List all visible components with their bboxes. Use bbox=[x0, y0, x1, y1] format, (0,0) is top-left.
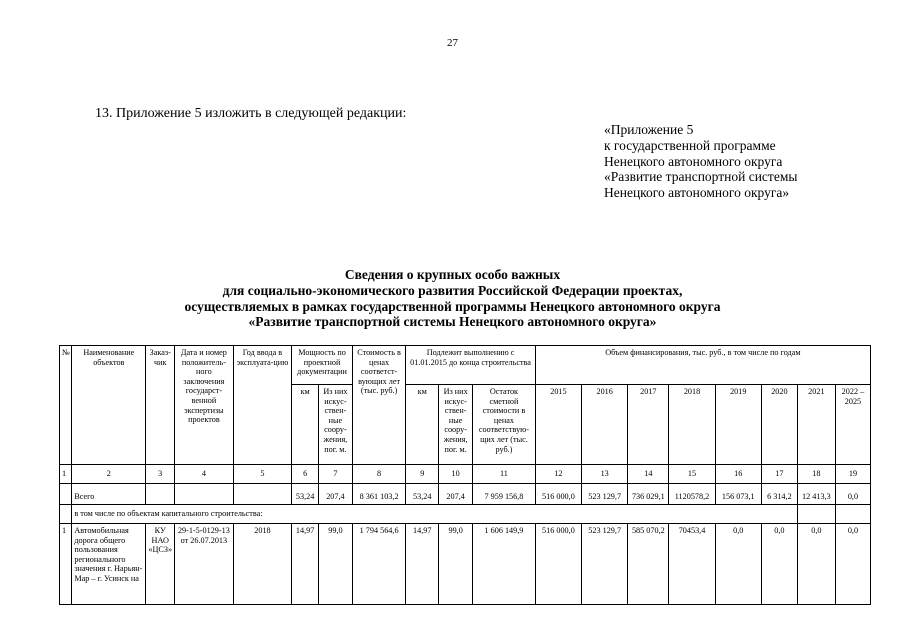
header-year-2016: 2016 bbox=[582, 385, 628, 465]
table-row bbox=[60, 524, 871, 605]
header-year-2018: 2018 bbox=[669, 385, 715, 465]
header-year-2017: 2017 bbox=[628, 385, 669, 465]
appendix-line: Ненецкого автономного округа» bbox=[604, 185, 790, 201]
header-funding: Объем финансирования, тыс. руб., в том числе по годам bbox=[535, 346, 870, 385]
title-line: для социально-экономического развития Российской Федерации проектах, bbox=[222, 282, 683, 298]
row-expertise: 29-1-5-0129-13 от 26.07.2013 bbox=[175, 524, 234, 605]
column-number: 1 bbox=[60, 465, 72, 484]
row-value: 0,0 bbox=[835, 524, 870, 605]
column-number: 6 bbox=[292, 465, 319, 484]
appendix-line: «Приложение 5 bbox=[604, 122, 694, 137]
header-expertise: Дата и номер положитель-ного заключения государст-венной экспертизы проектов bbox=[175, 346, 234, 465]
column-number: 15 bbox=[669, 465, 715, 484]
column-number: 12 bbox=[535, 465, 581, 484]
header-year: Год ввода в эксплуата-цию bbox=[233, 346, 292, 465]
header-row bbox=[60, 346, 871, 385]
header-capacity: Мощность по проектной документации bbox=[292, 346, 353, 385]
row-value: 1 794 564,6 bbox=[352, 524, 405, 605]
row-value: 14,97 bbox=[292, 524, 319, 605]
total-row bbox=[60, 484, 871, 505]
total-empty-cell bbox=[175, 484, 234, 505]
total-label: Всего bbox=[72, 484, 146, 505]
row-year: 2018 bbox=[233, 524, 292, 605]
row-value: 0,0 bbox=[797, 524, 835, 605]
column-number: 13 bbox=[582, 465, 628, 484]
total-value: 7 959 156,8 bbox=[473, 484, 536, 505]
row-value: 1 606 149,9 bbox=[473, 524, 536, 605]
row-customer: КУ НАО «ЦСЗ» bbox=[146, 524, 175, 605]
total-value: 523 129,7 bbox=[582, 484, 628, 505]
title-line: осуществляемых в рамках государственной программы Ненецкого автономного округа bbox=[184, 298, 721, 314]
column-number: 18 bbox=[797, 465, 835, 484]
header-customer: Заказ-чик bbox=[146, 346, 175, 465]
column-number-row bbox=[60, 465, 871, 484]
column-number: 10 bbox=[439, 465, 473, 484]
column-number: 14 bbox=[628, 465, 669, 484]
total-value: 12 413,3 bbox=[797, 484, 835, 505]
total-value: 1120578,2 bbox=[669, 484, 715, 505]
header-year-2022-2025: 2022 – 2025 bbox=[835, 385, 870, 465]
row-value: 0,0 bbox=[715, 524, 761, 605]
row-value: 0,0 bbox=[761, 524, 797, 605]
appendix-line: Ненецкого автономного округа bbox=[604, 153, 783, 169]
row-name: Автомобильная дорога общего пользования регионального значения г. Нарьян-Мар – г. Усинск на bbox=[72, 524, 146, 605]
header-name: Наименование объектов bbox=[72, 346, 146, 465]
column-number: 9 bbox=[406, 465, 439, 484]
total-num-cell bbox=[60, 484, 72, 505]
column-number: 2 bbox=[72, 465, 146, 484]
row-value: 99,0 bbox=[439, 524, 473, 605]
subheader-empty-cell bbox=[797, 505, 835, 524]
total-value: 6 314,2 bbox=[761, 484, 797, 505]
total-value: 53,24 bbox=[406, 484, 439, 505]
column-number: 7 bbox=[318, 465, 352, 484]
projects-table bbox=[59, 345, 871, 605]
row-value: 99,0 bbox=[318, 524, 352, 605]
header-remaining-cost: Остаток сметной стоимости в ценах соответствую-щих лет (тыс. руб.) bbox=[473, 385, 536, 465]
column-number: 17 bbox=[761, 465, 797, 484]
header-remaining: Подлежит выполнению с 01.01.2015 до конца строительства bbox=[406, 346, 535, 385]
column-number: 3 bbox=[146, 465, 175, 484]
total-value: 516 000,0 bbox=[535, 484, 581, 505]
document-title bbox=[0, 267, 905, 330]
total-empty-cell bbox=[146, 484, 175, 505]
row-value: 523 129,7 bbox=[582, 524, 628, 605]
header-year-2015: 2015 bbox=[535, 385, 581, 465]
total-value: 53,24 bbox=[292, 484, 319, 505]
subheader-label: в том числе по объектам капитального строительства: bbox=[72, 505, 798, 524]
header-year-2019: 2019 bbox=[715, 385, 761, 465]
subheader-num-cell bbox=[60, 505, 72, 524]
column-number: 8 bbox=[352, 465, 405, 484]
appendix-line: к государственной программе bbox=[604, 137, 776, 153]
page-number: 27 bbox=[447, 37, 458, 49]
subheader-row bbox=[60, 505, 871, 524]
column-number: 19 bbox=[835, 465, 870, 484]
row-value: 14,97 bbox=[406, 524, 439, 605]
header-year-2020: 2020 bbox=[761, 385, 797, 465]
total-value: 736 029,1 bbox=[628, 484, 669, 505]
appendix-header bbox=[604, 122, 797, 201]
header-remaining-artificial: Из них искус-ствен-ные соору-жения, пог. м. bbox=[439, 385, 473, 465]
total-value: 207,4 bbox=[439, 484, 473, 505]
header-capacity-artificial: Из них искус-ствен-ные соору-жения, пог. м. bbox=[318, 385, 352, 465]
header-capacity-km: км bbox=[292, 385, 319, 465]
row-num: 1 bbox=[60, 524, 72, 605]
total-value: 207,4 bbox=[318, 484, 352, 505]
total-value: 0,0 bbox=[835, 484, 870, 505]
row-value: 516 000,0 bbox=[535, 524, 581, 605]
column-number: 5 bbox=[233, 465, 292, 484]
total-value: 156 073,1 bbox=[715, 484, 761, 505]
total-value: 8 361 103,2 bbox=[352, 484, 405, 505]
header-num: № bbox=[60, 346, 72, 465]
row-value: 585 070,2 bbox=[628, 524, 669, 605]
row-value: 70453,4 bbox=[669, 524, 715, 605]
column-number: 4 bbox=[175, 465, 234, 484]
header-remaining-km: км bbox=[406, 385, 439, 465]
title-line: «Развитие транспортной системы Ненецкого автономного округа» bbox=[248, 314, 657, 330]
header-cost: Стоимость в ценах соответст-вующих лет (тыс. руб.) bbox=[352, 346, 405, 465]
total-empty-cell bbox=[233, 484, 292, 505]
column-number: 16 bbox=[715, 465, 761, 484]
column-number: 11 bbox=[473, 465, 536, 484]
appendix-line: «Развитие транспортной системы bbox=[604, 169, 798, 185]
title-line: Сведения о крупных особо важных bbox=[344, 267, 561, 282]
subheader-empty-cell bbox=[835, 505, 870, 524]
amendment-text: 13. Приложение 5 изложить в следующей редакции: bbox=[95, 106, 407, 121]
header-year-2021: 2021 bbox=[797, 385, 835, 465]
